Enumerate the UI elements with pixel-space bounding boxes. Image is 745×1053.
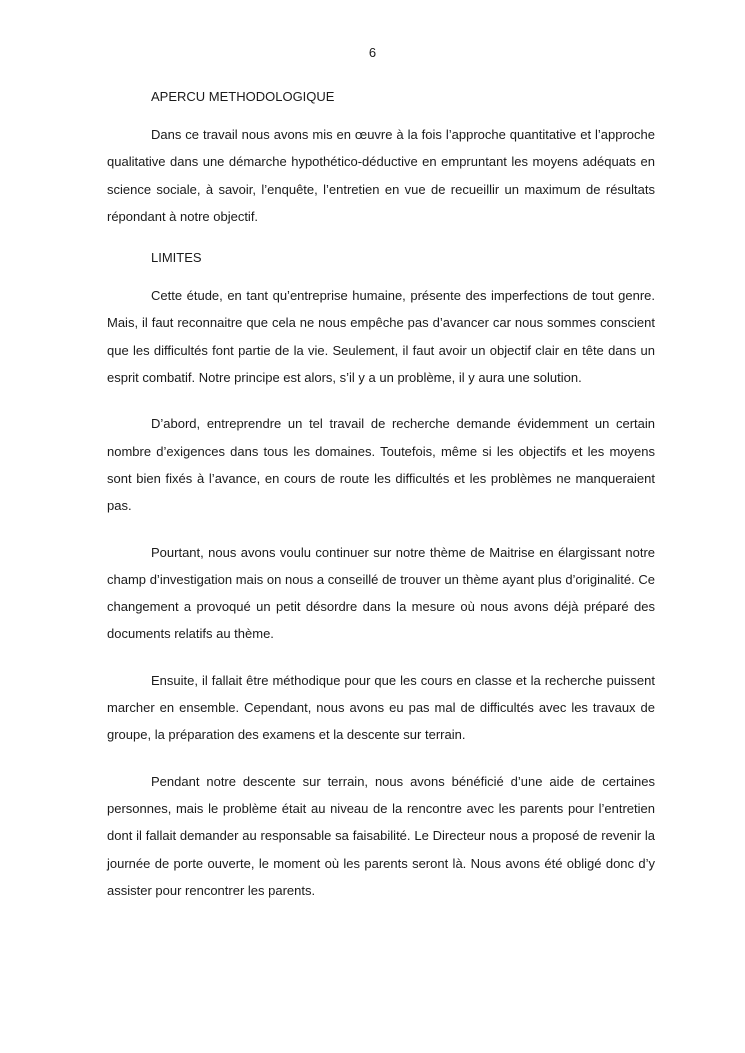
limits-paragraph-4: Ensuite, il fallait être méthodique pour que les cours en classe et la recherche puissent marcher en ensemble. Cependant, nous avons eu pas mal de difficultés avec les travaux de groupe, la préparation des examens et la descente sur terrain. <box>107 672 655 743</box>
section-heading-methodology: APERCU METHODOLOGIQUE <box>151 89 335 104</box>
limits-paragraph-5: Pendant notre descente sur terrain, nous avons bénéficié d’une aide de certaines personnes, mais le problème était au niveau de la rencontre avec les parents pour l’entretien dont il fallait demander au responsable sa faisabilité. Le Directeur nous a proposé de revenir la journée de porte ouverte, le moment où les parents seront là. Nous avons été obligé donc d’y assister pour rencontrer les parents. <box>107 773 655 898</box>
page-content <box>107 88 655 923</box>
limits-paragraph-3: Pourtant, nous avons voulu continuer sur notre thème de Maitrise en élargissant notre champ d’investigation mais on nous a conseillé de trouver un thème ayant plus d’originalité. Ce changement a provoqué un petit désordre dans la mesure où nous avons déjà préparé des documents relatifs au thème. <box>107 544 655 642</box>
section-heading-limits: LIMITES <box>151 250 202 266</box>
limits-paragraph-1: Cette étude, en tant qu’entreprise humaine, présente des imperfections de tout genre. Mais, il faut reconnaitre que cela ne nous empêche pas d’avancer car nous sommes conscient que les difficultés font partie de la vie. Seulement, il faut avoir un objectif clair en tête dans un esprit combatif. Notre principe est alors, s’il y a un problème, il y aura une solution. <box>107 288 655 386</box>
limits-paragraph-2: D’abord, entreprendre un tel travail de recherche demande évidemment un certain nombre d’exigences dans tous les domaines. Toutefois, même si les objectifs et les moyens sont bien fixés à l’avance, en cours de route les difficultés et les problèmes ne manqueraient pas. <box>107 416 655 514</box>
page-number: 6 <box>368 45 377 60</box>
methodology-paragraph: Dans ce travail nous avons mis en œuvre à la fois l’approche quantitative et l’approche qualitative dans une démarche hypothético-déductive en empruntant les moyens adéquats en science sociale, à savoir, l’enquête, l’entretien en vue de recueillir un maximum de résultats répondant à notre objectif. <box>107 127 655 224</box>
